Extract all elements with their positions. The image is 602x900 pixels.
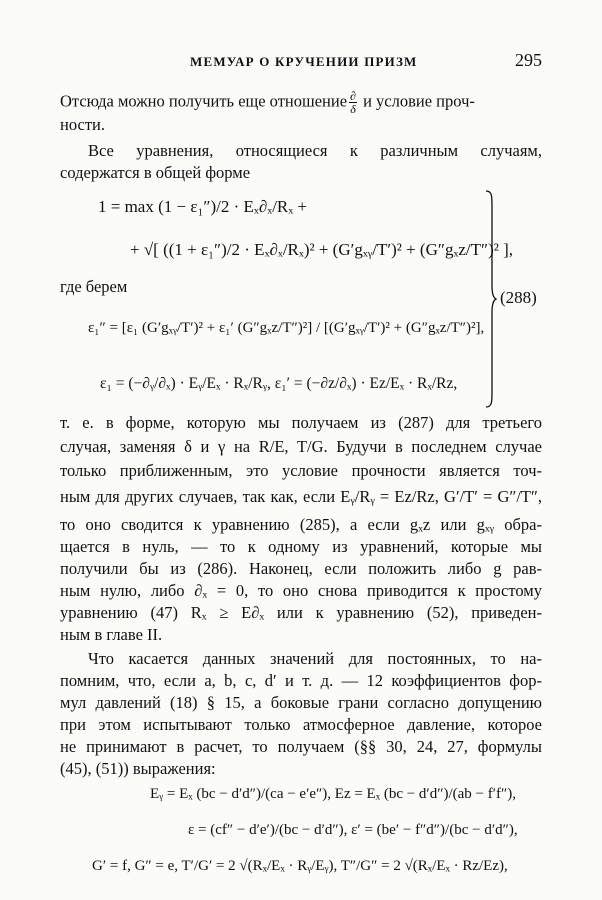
para4-line2: помним, что, если a, b, c, d′ и т. д. — 12 коэффициентов фор- [60, 671, 542, 690]
final-equation-row-1: Eᵧ = Eₓ (bc − d′d″)/(ca − e′e″), Ez = Eₓ (bc − d′d″)/(ab − f′f″), [150, 786, 516, 802]
equation-row-3: ε₁″ = [ε₁ (G′gₓᵧ/T′)² + ε₁′ (G″gₓz/T″)²] / [(G′gₓᵧ/T′)² + (G″gₓz/T″)²], [88, 320, 485, 336]
para3-line10: ным в главе II. [60, 625, 163, 644]
frac-den: δ [350, 102, 356, 116]
para4-line4: при этом испытывают только атмосферное давление, которое [60, 715, 542, 734]
para4-line6: (45), (51)) выражения: [60, 759, 216, 778]
page-number: 295 [515, 50, 542, 70]
para3-line3: только приближенным, это условие прочности является точ- [60, 461, 542, 480]
para3-line1: т. е. в форме, которую мы получаем из (287) для третьего [60, 413, 542, 432]
para3-line6: щается в нуль, — то к одному из уравнений, которые мы [60, 537, 542, 556]
para3-line4: ным для других случаев, так как, если Eᵧ/Rᵧ = Ez/Rz, G′/T′ = G″/T″, [60, 487, 542, 506]
para3-line2: случая, заменяя δ и γ на R/E, T/G. Будучи в последнем случае [60, 437, 542, 456]
para3-line8: ным нулю, либо ∂ₓ = 0, то оно снова приводится к простому [60, 581, 542, 600]
para3-line5: то оно сводится к уравнению (285), а если gₓz или gₓᵧ обра- [60, 515, 542, 534]
equation-number: (288) [500, 288, 537, 307]
para2-line2: содержатся в общей форме [60, 163, 251, 182]
para3-line7: получили бы из (286). Наконец, если положить либо g рав- [60, 559, 542, 578]
para4-line3: мул давлений (18) § 15, а боковые грани согласно допущению [60, 693, 542, 712]
running-title: МЕМУАР О КРУЧЕНИИ ПРИЗМ [190, 54, 418, 69]
para4-line1: Что касается данных значений для постоянных, то на- [88, 649, 542, 668]
curly-brace-icon [485, 190, 497, 408]
frac-num: ∂ [350, 89, 356, 103]
final-equation-row-2: ε = (cf″ − d′e′)/(bc − d′d″), ε′ = (be′ − f″d″)/(bc − d′d″), [188, 822, 518, 838]
para1-text-a: Отсюда можно получить еще отношение [60, 91, 348, 111]
para1-text-b: и условие проч- [363, 91, 475, 111]
fraction-partial-over-delta [349, 90, 357, 115]
equation-row-2: + √[ ((1 + ε₁″)/2 · Eₓ∂ₓ/Rₓ)² + (G′gₓᵧ/T′)² + (G″gₓz/T″)² ], [130, 240, 514, 259]
para2-line1: Все уравнения, относящиеся к различным случаям, [88, 141, 542, 160]
para3-line9: уравнению (47) Rₓ ≥ E∂ₓ или к уравнению (52), приведен- [60, 603, 542, 622]
page-header [60, 50, 542, 76]
equation-row-4: ε₁ = (−∂ᵧ/∂ₓ) · Eᵧ/Eₓ · Rₓ/Rᵧ, ε₁′ = (−∂z/∂ₓ) · Ez/Eₓ · Rₓ/Rz, [100, 375, 458, 392]
para1-line2: ности. [60, 115, 105, 134]
equation-row-1: 1 = max (1 − ε₁″)/2 · Eₓ∂ₓ/Rₓ + [98, 197, 308, 216]
para4-line5: не принимают в расчет, то получаем (§§ 30, 24, 27, формулы [60, 737, 542, 756]
final-equation-row-3: G′ = f, G″ = e, T′/G′ = 2 √(Rₓ/Eₓ · Rᵧ/Eᵧ), T″/G″ = 2 √(Rₓ/Eₓ · Rz/Ez), [92, 858, 508, 874]
para1-line1 [60, 90, 475, 115]
where-label: где берем [60, 277, 128, 296]
